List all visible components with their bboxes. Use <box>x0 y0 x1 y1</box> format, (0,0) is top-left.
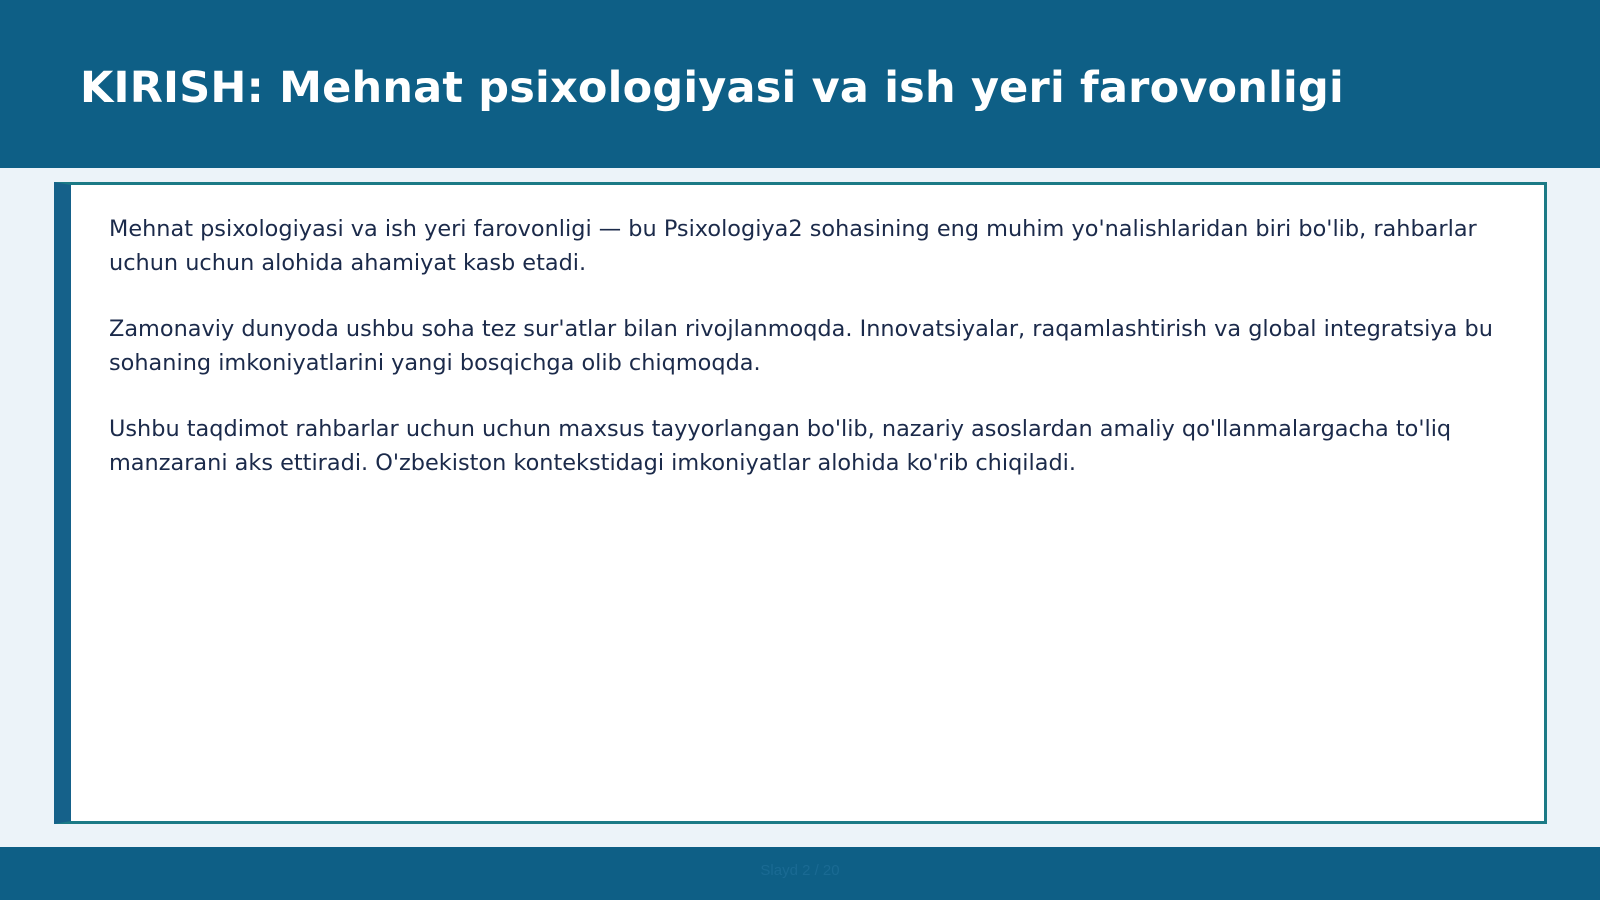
content-box <box>54 182 1547 824</box>
slide-title: KIRISH: Mehnat psixologiyasi va ish yeri farovonligi <box>80 63 1344 113</box>
content-text <box>109 213 1509 513</box>
slide-number: Slayd 2 / 20 <box>760 862 840 879</box>
paragraph-intro: Mehnat psixologiyasi va ish yeri farovonligi — bu Psixologiya2 sohasining eng muhim yo'nalishlaridan biri bo'lib, rahbarlar uchun uchun alohida ahamiyat kasb etadi. <box>109 216 1477 276</box>
slide-header <box>0 0 1600 168</box>
paragraph-modern-world: Zamonaviy dunyoda ushbu soha tez sur'atlar bilan rivojlanmoqda. Innovatsiyalar, raqamlashtirish va global integratsiya bu sohaning imkoniyatlarini yangi bosqichga olib chiqmoqda. <box>109 316 1493 376</box>
slide-footer <box>0 847 1600 900</box>
paragraph-presentation-purpose: Ushbu taqdimot rahbarlar uchun uchun maxsus tayyorlangan bo'lib, nazariy asoslardan amaliy qo'llanmalargacha to'liq manzarani aks ettiradi. O'zbekiston kontekstidagi imkoniyatlar alohida ko'rib chiqiladi. <box>109 416 1452 476</box>
